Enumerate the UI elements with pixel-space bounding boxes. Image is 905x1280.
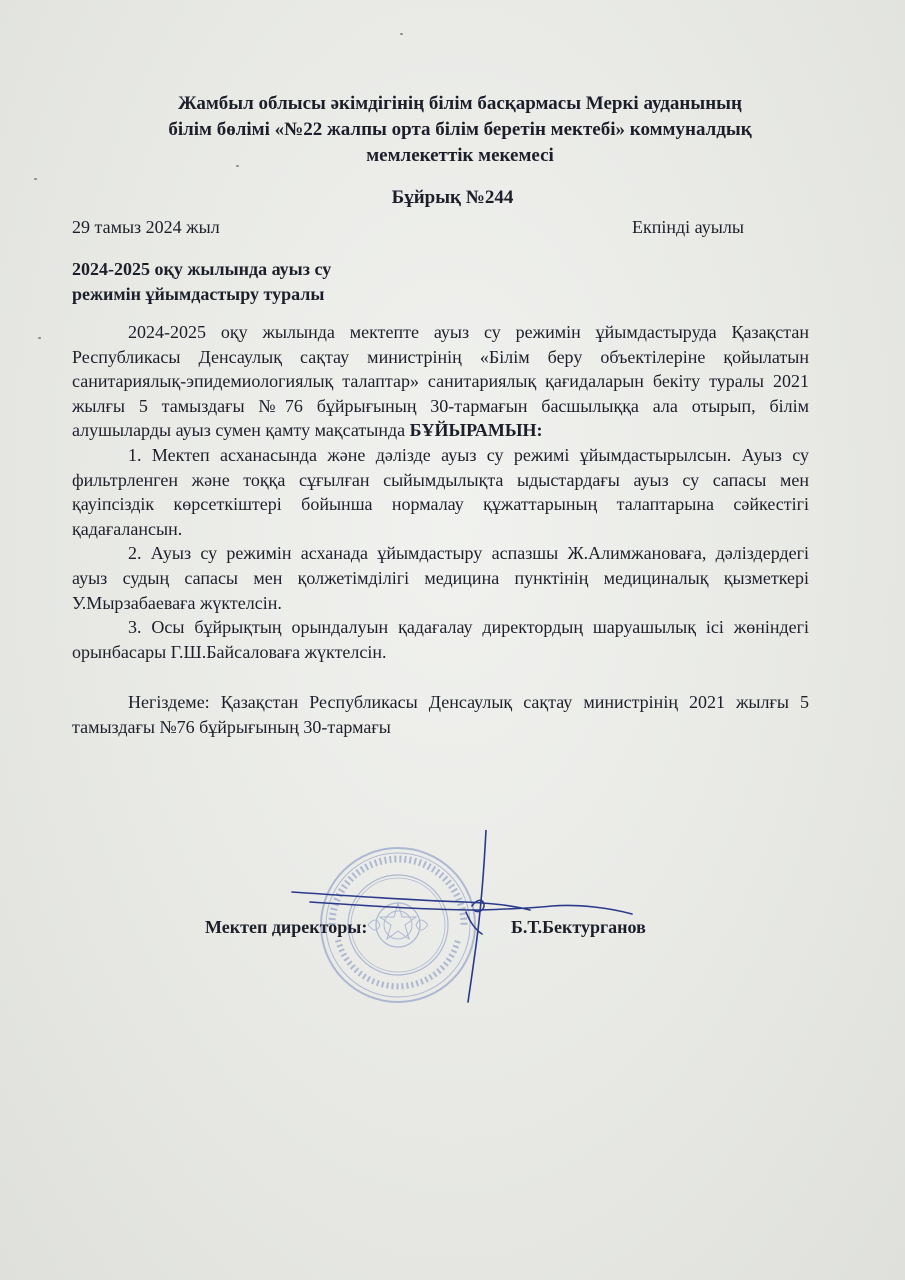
header-line-1: Жамбыл облысы әкімдігінің білім басқармасы Меркі ауданының [178,93,742,114]
subject-line-1: 2024-2025 оқу жылында ауыз су [72,259,332,279]
order-title: Бұйрық №244 [391,187,514,208]
intro-text: 2024-2025 оқу жылында мектепте ауыз су режимін ұйымдастыруда Қазақстан Республикасы Денсаулық сақтау министрінің «Білім беру объектілеріне қойылатын санитариялық-эпидемиологиялық талаптар» санитариялық қағидаларын бекіту туралы 2021 жылғы 5 тамыздағы №76 бұйрығының 30-тармағын басшылыққа ала отырып, білім алушыларды ауыз сумен қамту мақсатында [72,322,809,441]
order-date: 29 тамыз 2024 жыл [72,217,220,237]
order-item-2: 2. Ауыз су режимін асханада ұйымдастыру аспазшы Ж.Алимжановаға, дәліздердегі ауыз судың сапасы мен қолжетімділігі медицина пунктінің медициналық қызметкері У.Мырзабаеваға жүктелсін. [72,543,809,613]
institution-header [60,91,860,169]
header-line-3: мемлекеттік мекемесі [366,145,554,166]
paper-speck [38,337,41,339]
header-line-2: білім бөлімі «№22 жалпы орта білім беретін мектебі» коммуналдық [168,119,752,140]
order-place: Екпінді ауылы [632,217,744,237]
order-item-1: 1. Мектеп асханасында және дәлізде ауыз су режимі ұйымдастырылсын. Ауыз су фильтрленген және тоққа сұғылған сыйымдылықта ыдыстардағы ауыз су сапасы мен қауіпсіздік көрсеткіштері бойынша нормалау құжаттарының талаптарына сәйкестігі қадағалансын. [72,444,809,539]
basis-paragraph: Негіздеме: Қазақстан Республикасы Денсаулық сақтау министрінің 2021 жылғы 5 тамыздағы №76 бұйрығының 30-тармағы [72,692,809,737]
intro-paragraph [72,320,809,443]
order-subject [72,257,331,307]
signature-label: Мектеп директоры: [205,917,368,937]
order-body [72,320,809,740]
decree-word: БҰЙЫРАМЫН: [409,420,543,441]
signatory-name: Б.Т.Бектурганов [511,917,646,937]
paper-speck [400,33,403,35]
subject-line-2: режимін ұйымдастыру туралы [72,284,325,304]
order-item-3: 3. Осы бұйрықтың орындалуын қадағалау директордың шаруашылық ісі жөніндегі орынбасары Г.Ш.Байсаловаға жүктелсін. [72,617,809,662]
paper-speck [34,178,37,180]
